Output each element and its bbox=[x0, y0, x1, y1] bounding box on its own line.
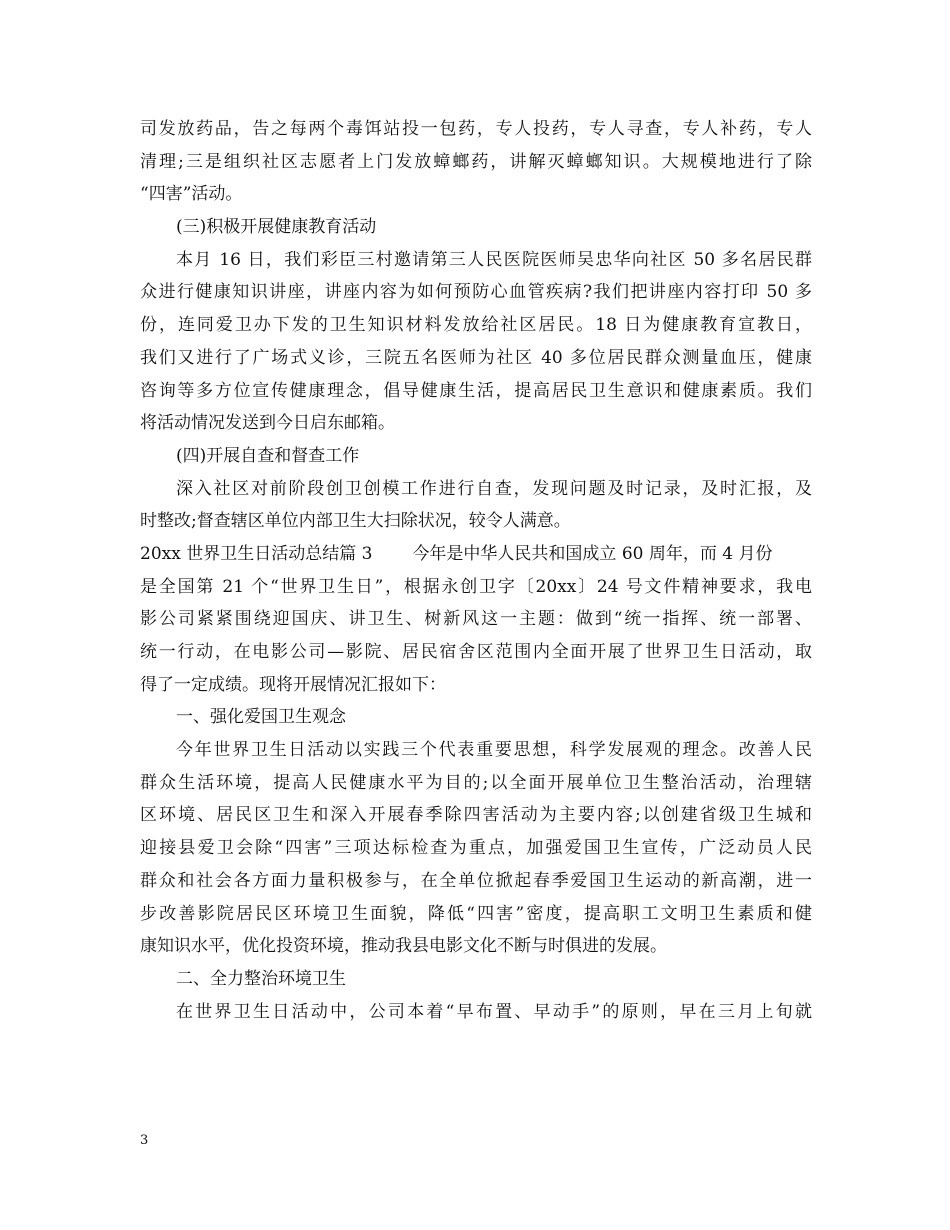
text-line: 步改善影院居民区环境卫生面貌，降低“四害”密度，提高职工文明卫生素质和健 bbox=[140, 903, 812, 924]
text-line: 迎接县爱卫会除“四害”三项达标检查为重点，加强爱国卫生宣传，广泛动员人民 bbox=[140, 838, 812, 859]
text-line: 统一行动，在电影公司—影院、居民宿舍区范围内全面开展了世界卫生日活动，取 bbox=[140, 642, 812, 662]
text-line: 康知识水平，优化投资环境，推动我县电影文化不断与时俱进的发展。 bbox=[140, 936, 667, 957]
text-line: 区环境、居民区卫生和深入开展春季除四害活动为主要内容;以创建省级卫生城和 bbox=[140, 805, 812, 826]
section-heading: (四)开展自查和督查工作 bbox=[176, 445, 360, 466]
text-line: 清理;三是组织社区志愿者上门发放蟑螂药，讲解灭蟑螂知识。大规模地进行了除 bbox=[140, 151, 812, 172]
page-number: 3 bbox=[140, 1133, 149, 1148]
text-line: 在世界卫生日活动中，公司本着“早布置、早动手”的原则，早在三月上旬就 bbox=[176, 1001, 812, 1022]
section-heading: 一、强化爱国卫生观念 bbox=[176, 707, 346, 728]
text-line: 将活动情况发送到今日启东邮箱。 bbox=[140, 413, 395, 434]
article-title-line bbox=[140, 538, 812, 571]
text-line: 本月 16 日，我们彩臣三村邀请第三人民医院医师吴忠华向社区 50 多名居民群 bbox=[176, 249, 812, 270]
text-line: 群众和社会各方面力量积极参与，在全单位掀起春季爱国卫生运动的新高潮，进一 bbox=[140, 870, 812, 891]
text-line: “四害”活动。 bbox=[140, 184, 243, 205]
text-line: 影公司紧紧围绕迎国庆、讲卫生、树新风这一主题：做到“统一指挥、统一部署、 bbox=[140, 609, 812, 630]
text-line: 今年世界卫生日活动以实践三个代表重要思想，科学发展观的理念。改善人民 bbox=[176, 740, 812, 761]
text-line: 咨询等多方位宣传健康理念，倡导健康生活，提高居民卫生意识和健康素质。我们 bbox=[140, 380, 812, 401]
text-line: 群众生活环境，提高人民健康水平为目的;以全面开展单位卫生整治活动，治理辖 bbox=[140, 772, 812, 793]
section-heading: 二、全力整治环境卫生 bbox=[176, 968, 346, 989]
article-title: 20xx 世界卫生日活动总结篇 3 bbox=[140, 543, 373, 564]
text-line: 时整改;督查辖区单位内部卫生大扫除状况，较令人满意。 bbox=[140, 511, 571, 532]
text-line: 众进行健康知识讲座，讲座内容为如何预防心血管疾病?我们把讲座内容打印 50 多 bbox=[140, 282, 812, 303]
text-line: 深入社区对前阶段创卫创模工作进行自查，发现问题及时记录，及时汇报，及 bbox=[176, 478, 812, 499]
text-line: 司发放药品，告之每两个毒饵站投一包药，专人投药，专人寻查，专人补药，专人 bbox=[140, 119, 812, 139]
document-body bbox=[140, 113, 812, 1028]
text-line: 得了一定成绩。现将开展情况汇报如下： bbox=[140, 674, 446, 695]
text-line: 我们又进行了广场式义诊，三院五名医师为社区 40 多位居民群众测量血压，健康 bbox=[140, 347, 812, 368]
text-line: 今年是中华人民共和国成立 60 周年，而 4 月份 bbox=[412, 543, 773, 564]
text-line: 份，连同爱卫办下发的卫生知识材料发放给社区居民。18 日为健康教育宣教日， bbox=[140, 315, 812, 336]
section-heading: (三)积极开展健康教育活动 bbox=[176, 217, 377, 238]
text-line: 是全国第 21 个“世界卫生日”，根据永创卫字〔20xx〕24 号文件精神要求，我电 bbox=[140, 576, 812, 597]
